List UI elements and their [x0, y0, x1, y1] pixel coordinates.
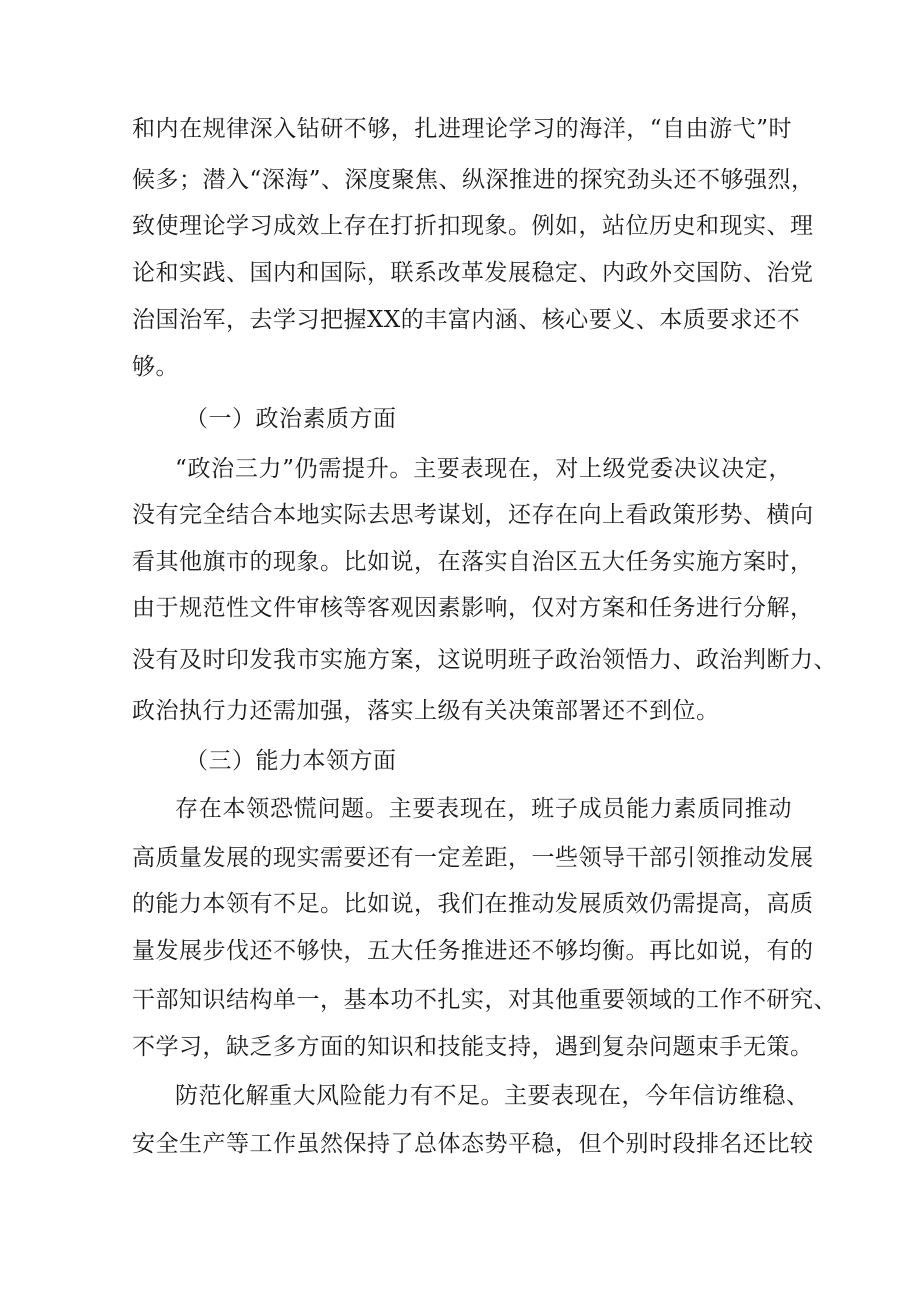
text-line: 存在本领恐慌问题。主要表现在，班子成员能力素质同推动: [175, 796, 792, 822]
text-line: 没有及时印发我市实施方案，这说明班子政治领悟力、政治判断力、: [132, 647, 837, 673]
text-line: 高质量发展的现实需要还有一定差距，一些领导干部引领推动发展: [132, 845, 814, 871]
section-heading-political: （一）政治素质方面: [185, 406, 397, 432]
text-line: 看其他旗市的现象。比如说，在落实自治区五大任务实施方案时，: [132, 549, 814, 575]
text-line: 候多；潜入“深海”、深度聚焦、纵深推进的探究劲头还不够强烈，: [132, 167, 815, 193]
text-line: 治国治军，去学习把握XX的丰富内涵、核心要义、本质要求还不: [132, 307, 801, 333]
text-line: 不学习，缺乏多方面的知识和技能支持，遇到复杂问题束手无策。: [132, 1034, 814, 1060]
text-line: 安全生产等工作虽然保持了总体态势平稳，但个别时段排名还比较: [132, 1131, 814, 1157]
text-line: 政治执行力还需加强，落实上级有关决策部署还不到位。: [132, 698, 720, 724]
text-line: 干部知识结构单一，基本功不扎实，对其他重要领域的工作不研究、: [132, 987, 837, 1013]
text-line: 和内在规律深入钻研不够，扎进理论学习的海洋，“自由游弋”时: [132, 116, 792, 142]
text-line: 由于规范性文件审核等客观因素影响，仅对方案和任务进行分解，: [132, 595, 814, 621]
text-line: “政治三力”仍需提升。主要表现在，对上级党委决议决定，: [175, 456, 792, 482]
text-line: 没有完全结合本地实际去思考谋划，还存在向上看政策形势、横向: [132, 502, 814, 528]
text-line: 防范化解重大风险能力有不足。主要表现在，今年信访维稳、: [175, 1083, 810, 1109]
text-line: 的能力本领有不足。比如说，我们在推动发展质效仍需提高，高质: [132, 891, 814, 917]
text-line: 量发展步伐还不够快，五大任务推进还不够均衡。再比如说，有的: [132, 938, 814, 964]
section-heading-ability: （三）能力本领方面: [185, 748, 397, 774]
text-line: 致使理论学习成效上存在打折扣现象。例如，站位历史和现实、理: [132, 213, 814, 239]
text-line: 论和实践、国内和国际，联系改革发展稳定、内政外交国防、治党: [132, 260, 814, 286]
text-line: 够。: [132, 354, 179, 380]
